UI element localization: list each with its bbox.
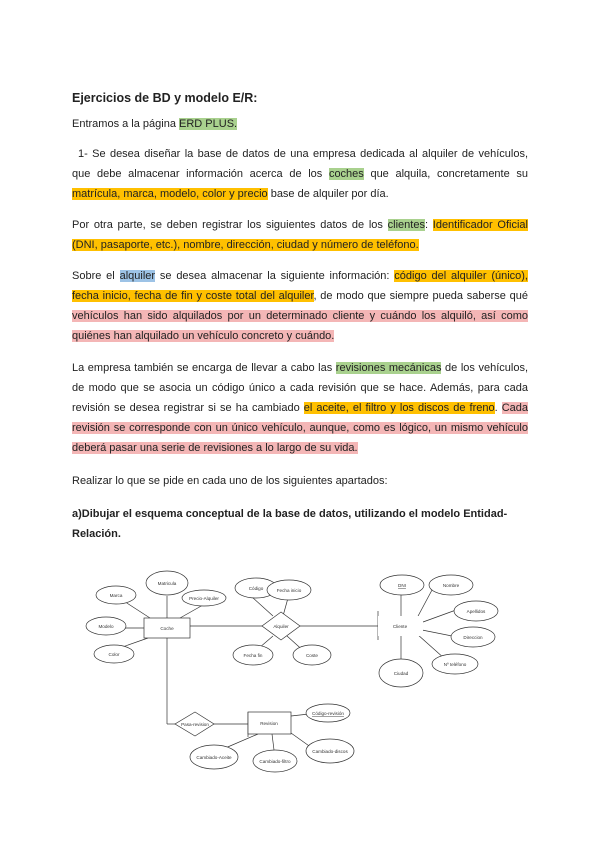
- svg-text:Ciudad: Ciudad: [393, 671, 409, 676]
- page-title: Ejercicios de BD y modelo E/R:: [72, 91, 258, 105]
- svg-text:Revision: Revision: [260, 721, 278, 726]
- p4-text-c: de los vehículos, de modo que se asocia un código único a cada revisión que se hace. Además, para cada revisión se desea registrar si se ha cambiado: [72, 362, 529, 414]
- attr-fecha-fin: [233, 645, 273, 665]
- svg-text:Nombre: Nombre: [442, 583, 460, 588]
- p1-highlight-coches: coches: [328, 168, 364, 180]
- svg-text:Modelo: Modelo: [98, 624, 114, 629]
- entity-revision: [248, 712, 291, 734]
- attr-telefono: [432, 654, 478, 674]
- svg-text:Marca: Marca: [109, 593, 123, 598]
- attr-codigo-revision: [306, 704, 350, 722]
- attr-fecha-inicio: [267, 580, 311, 600]
- svg-text:Cambiado-filtro: Cambiado-filtro: [259, 759, 291, 764]
- attr-cambiado-filtro: [253, 750, 297, 772]
- attr-nombre: [429, 575, 473, 595]
- svg-text:Fecha inicio: Fecha inicio: [276, 588, 302, 593]
- p3-text-c: se desea almacenar la siguiente información:: [155, 270, 395, 282]
- relationship-pasa-revision: [175, 712, 214, 736]
- p1-text-c: que alquila, concretamente su: [363, 168, 528, 180]
- p4-text-e: .: [494, 402, 502, 414]
- svg-text:Apellidos: Apellidos: [466, 609, 486, 614]
- attr-color: [94, 645, 134, 663]
- p1-text-a: 1- Se desea diseñar la base de datos de una empresa dedicada al alquiler de vehículos, que debe almacenar información acerca de los: [72, 148, 528, 180]
- attr-marca: [96, 586, 136, 604]
- svg-text:Fecha fin: Fecha fin: [243, 653, 263, 658]
- svg-text:Nº teléfono: Nº teléfono: [443, 662, 467, 667]
- svg-text:Precio-Alquiler: Precio-Alquiler: [189, 596, 219, 601]
- svg-text:Coche: Coche: [160, 626, 174, 631]
- paragraph-5: Realizar lo que se pide en cada uno de los siguientes apartados:: [72, 475, 388, 487]
- entity-coche: [144, 618, 190, 638]
- attr-modelo: [86, 617, 126, 635]
- p4-highlight-revisiones: revisiones mecánicas: [335, 362, 442, 374]
- attr-direccion: [451, 627, 495, 647]
- p2-highlight-clientes: clientes: [387, 219, 425, 231]
- p3-text-e: , de modo que siempre pueda saberse qué: [313, 290, 528, 302]
- relationship-alquiler: [262, 612, 300, 640]
- svg-text:Color: Color: [108, 652, 120, 657]
- p4-highlight-relacion: Cada revisión se corresponde con un único vehículo, aunque, como es lógico, un mismo vehículo deberá pasar una serie de revisiones a lo largo de su vida.: [72, 402, 529, 454]
- intro-text: Entramos a la página: [72, 118, 180, 130]
- svg-text:Cliente: Cliente: [392, 624, 408, 629]
- p2-text-a: Por otra parte, se deben registrar los siguientes datos de los: [72, 219, 388, 231]
- svg-text:Código-revisión: Código-revisión: [312, 711, 344, 716]
- p3-highlight-attributes: código del alquiler (único), fecha inicio, fecha de fin y coste total del alquiler: [72, 270, 528, 302]
- attr-matricula: [146, 571, 188, 595]
- attr-precio-alquiler: [182, 590, 226, 606]
- svg-text:Cambiado-discos: Cambiado-discos: [312, 749, 348, 754]
- attr-cambiado-aceite: [190, 745, 238, 769]
- p3-text-a: Sobre el: [72, 270, 120, 282]
- entity-cliente: [378, 616, 423, 636]
- paragraph-6: a)Dibujar el esquema conceptual de la base de datos, utilizando el modelo Entidad-Relación.: [72, 508, 508, 540]
- svg-text:DNI: DNI: [398, 583, 406, 588]
- attr-dni: [380, 575, 424, 595]
- erd-plus-link[interactable]: ERD PLUS.: [179, 118, 238, 130]
- attr-cambiado-discos: [306, 739, 354, 763]
- p3-highlight-vehiculos: vehículos han sido alquilados por un determinado cliente y cuándo los alquiló, así como quiénes han alquilado un vehículo concreto y cuándo.: [72, 310, 528, 342]
- svg-text:Código: Código: [248, 586, 264, 591]
- p1-highlight-attributes: matrícula, marca, modelo, color y precio: [72, 188, 268, 200]
- p3-highlight-alquiler: alquiler: [119, 270, 156, 282]
- attr-ciudad: [379, 659, 423, 687]
- p4-text-a: La empresa también se encarga de llevar a cabo las: [72, 362, 336, 374]
- svg-text:Matricula: Matricula: [157, 581, 177, 586]
- p2-highlight-attributes: Identificador Oficial (DNI, pasaporte, etc.), nombre, dirección, ciudad y número de teléfono.: [72, 219, 528, 251]
- p4-highlight-cambios: el aceite, el filtro y los discos de freno: [303, 402, 495, 414]
- svg-text:Pasa-revision: Pasa-revision: [181, 722, 209, 727]
- svg-text:Alquiler: Alquiler: [273, 624, 289, 629]
- attr-coste: [293, 645, 331, 665]
- p1-text-e: base de alquiler por día.: [267, 188, 389, 200]
- svg-text:Cambiado-Aceite: Cambiado-Aceite: [196, 755, 232, 760]
- svg-text:Coste: Coste: [305, 653, 319, 658]
- p2-text-c: :: [424, 219, 433, 231]
- svg-text:Direccion: Direccion: [463, 635, 483, 640]
- attr-apellidos: [454, 601, 498, 621]
